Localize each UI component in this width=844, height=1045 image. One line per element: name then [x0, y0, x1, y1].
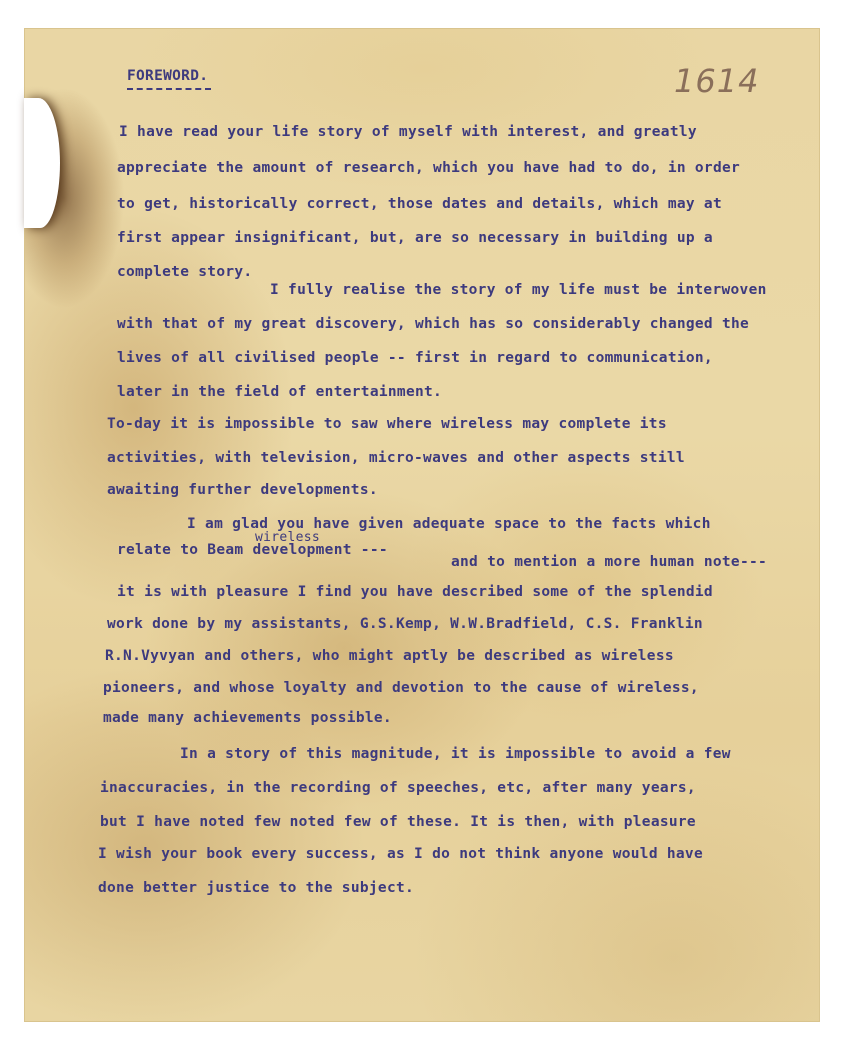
text-line: In a story of this magnitude, it is impossible to avoid a few: [180, 746, 731, 762]
text-line: R.N.Vyvyan and others, who might aptly be described as wireless: [105, 648, 674, 664]
text-line: I have read your life story of myself with interest, and greatly: [119, 124, 697, 140]
text-line: later in the field of entertainment.: [117, 384, 443, 400]
text-line: work done by my assistants, G.S.Kemp, W.W.Bradfield, C.S. Franklin: [107, 616, 703, 632]
heading: FOREWORD.: [127, 68, 209, 84]
document-page: [24, 28, 820, 1022]
text-line: and to mention a more human note---: [451, 554, 768, 570]
text-line: done better justice to the subject.: [98, 880, 415, 896]
text-line: it is with pleasure I find you have described some of the splendid: [117, 584, 713, 600]
text-line: inaccuracies, in the recording of speeches, etc, after many years,: [100, 780, 696, 796]
text-line: made many achievements possible.: [103, 710, 392, 726]
heading-underline: [127, 88, 211, 90]
burn-damage: [24, 98, 60, 228]
text-line: relate to Beam development ---: [117, 542, 388, 558]
text-line: awaiting further developments.: [107, 482, 378, 498]
text-line: appreciate the amount of research, which you have had to do, in order: [117, 160, 741, 176]
handwritten-page-number: 1614: [674, 62, 760, 100]
text-line: I wish your book every success, as I do not think anyone would have: [98, 846, 703, 862]
typed-insertion: wireless: [255, 530, 321, 545]
text-line: with that of my great discovery, which has so considerably changed the: [117, 316, 750, 332]
text-line: to get, historically correct, those dates and details, which may at: [117, 196, 722, 212]
text-line: but I have noted few noted few of these. It is then, with pleasure: [100, 814, 696, 830]
text-line: pioneers, and whose loyalty and devotion to the cause of wireless,: [103, 680, 699, 696]
text-line: To-day it is impossible to saw where wireless may complete its: [107, 416, 667, 432]
text-line: complete story.: [117, 264, 253, 280]
text-line: lives of all civilised people -- first in regard to communication,: [117, 350, 713, 366]
text-line: I fully realise the story of my life must be interwoven: [270, 282, 767, 298]
text-line: I am glad you have given adequate space to the facts which: [187, 516, 711, 532]
text-line: first appear insignificant, but, are so necessary in building up a: [117, 230, 713, 246]
text-line: activities, with television, micro-waves and other aspects still: [107, 450, 685, 466]
